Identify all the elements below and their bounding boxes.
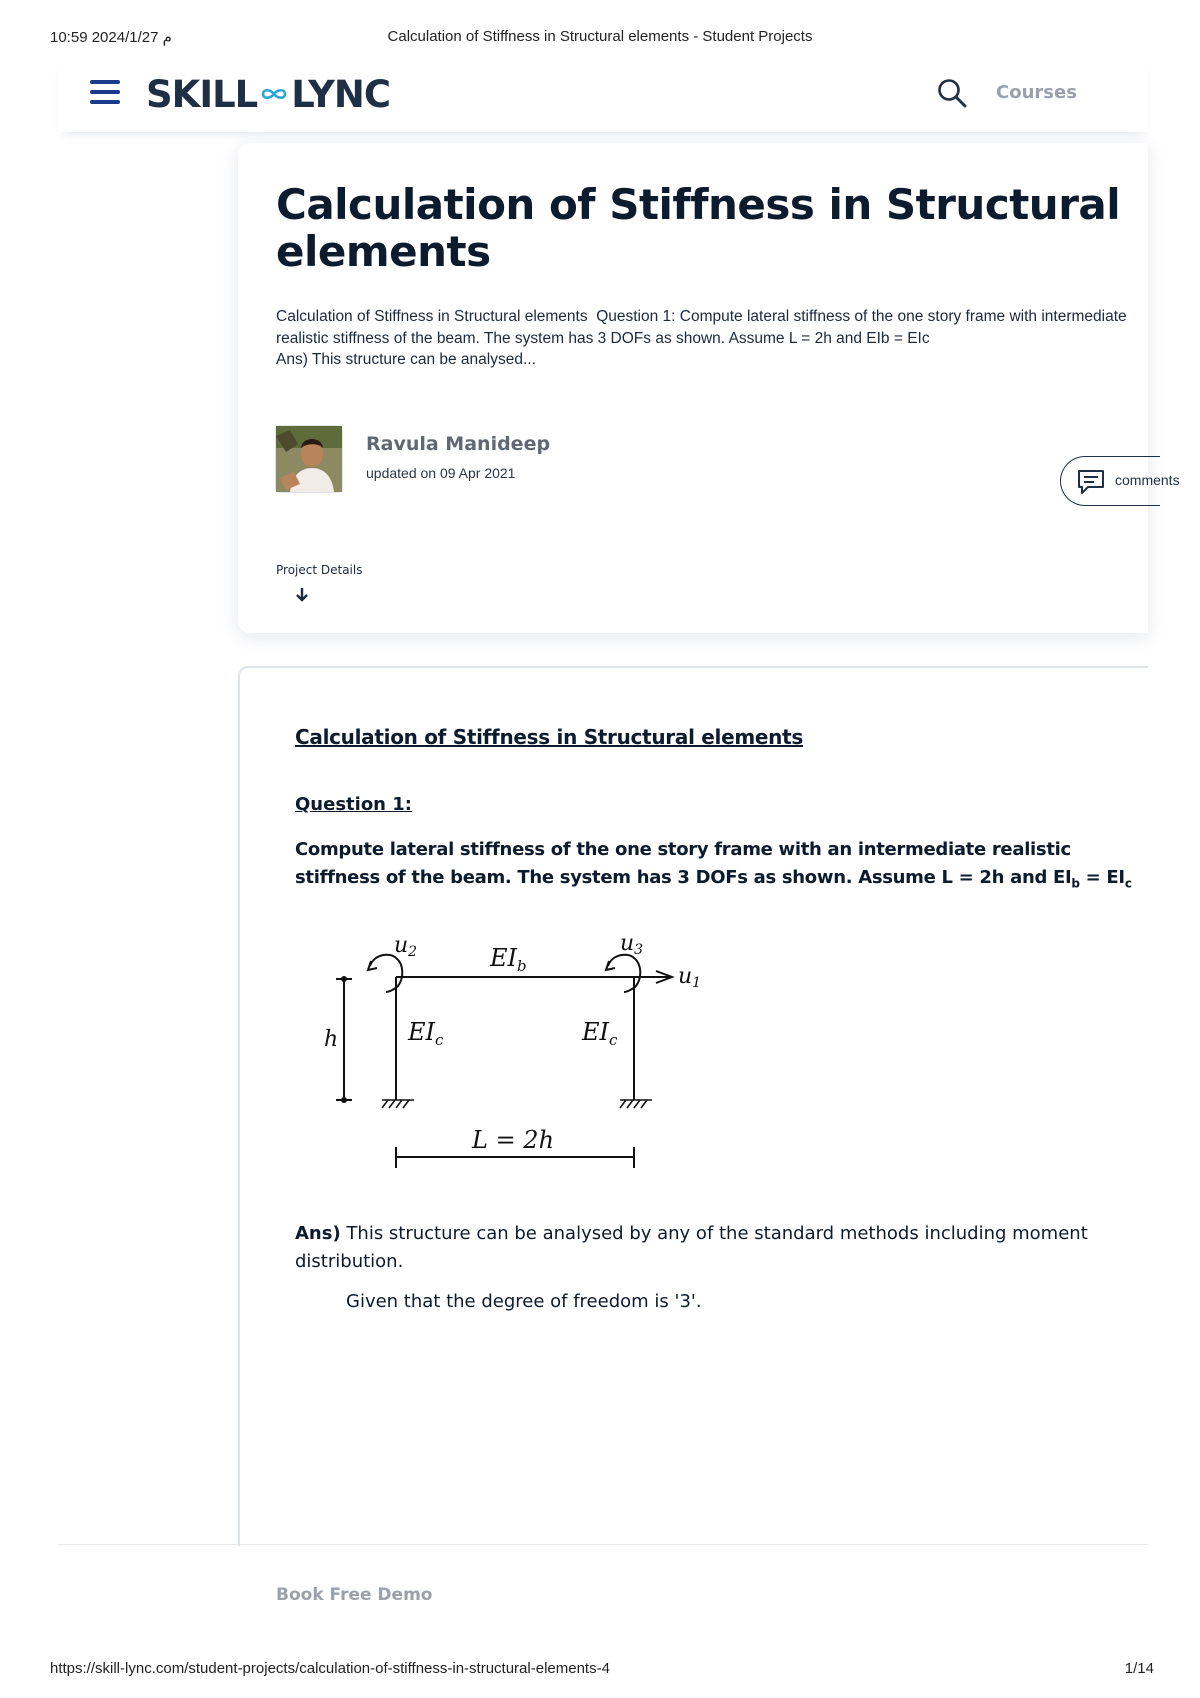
print-timestamp: 10:59 2024/1/27 م xyxy=(50,29,172,46)
svg-text:EIc: $EI_c$ xyxy=(408,1018,444,1049)
author-name[interactable]: Ravula Manideep xyxy=(366,433,551,455)
avatar[interactable] xyxy=(276,426,342,492)
comment-icon xyxy=(1076,468,1106,496)
question-label: Question 1: xyxy=(295,794,412,815)
site-navbar xyxy=(58,58,1148,132)
logo-text-right: LYNC xyxy=(291,72,390,116)
project-hero-card xyxy=(238,143,1180,633)
svg-text:EIc: $EI_c$ xyxy=(582,1018,618,1049)
page-title: Calculation of Stiffness in Structural elements xyxy=(276,180,1121,276)
footer-divider xyxy=(58,1544,1148,1545)
print-header xyxy=(0,28,1200,48)
content-heading: Calculation of Stiffness in Structural elements xyxy=(295,725,803,749)
svg-text:u3: u3 xyxy=(620,931,644,958)
hamburger-menu-icon[interactable] xyxy=(90,80,120,106)
search-icon[interactable] xyxy=(934,75,970,111)
given-text: Given that the degree of freedom is '3'. xyxy=(346,1291,702,1312)
question-text: Compute lateral stiffness of the one story frame with an intermediate realistic stiffness of the beam. The system has 3 DOFs as shown. Assume L = 2h and $EI_b = EI_c$ xyxy=(295,839,1132,891)
updated-date: updated on 09 Apr 2021 xyxy=(366,465,516,481)
svg-text:u2: u2 xyxy=(394,933,418,960)
book-free-demo-link[interactable]: Book Free Demo xyxy=(276,1585,433,1605)
courses-link[interactable]: Courses xyxy=(996,82,1077,103)
skill-lync-logo[interactable] xyxy=(146,72,390,116)
logo-text-left: SKILL xyxy=(146,72,258,116)
infinity-icon xyxy=(259,86,289,102)
print-url: https://skill-lync.com/student-projects/calculation-of-stiffness-in-structural-elements-4 xyxy=(50,1660,610,1677)
project-summary: Calculation of Stiffness in Structural elements Question 1: Compute lateral stiffness of the one story frame with intermediate realistic stiffness of the beam. The system has 3 DOFs as shown. Assume L = 2h and EIb = EIc Ans) This structure can be analysed... xyxy=(276,308,1127,368)
arrow-down-icon[interactable] xyxy=(294,587,310,603)
comments-label: comments xyxy=(1115,472,1180,488)
svg-text:u1: u1 xyxy=(678,964,702,991)
project-details-link[interactable]: Project Details xyxy=(276,563,363,577)
svg-text:L = 2h: L = 2h xyxy=(472,1126,555,1154)
svg-text:h: h xyxy=(324,1027,339,1052)
page-number: 1/14 xyxy=(1124,1660,1154,1677)
comments-button[interactable] xyxy=(1060,456,1180,506)
print-title: Calculation of Stiffness in Structural elements - Student Projects xyxy=(387,28,813,45)
frame-diagram xyxy=(310,930,710,1200)
answer-text: Ans) This structure can be analysed by any of the standard methods including moment distribution. xyxy=(295,1223,1088,1272)
project-content-card xyxy=(238,666,1148,1546)
svg-text:EIb: $EI_b$ xyxy=(490,944,527,975)
